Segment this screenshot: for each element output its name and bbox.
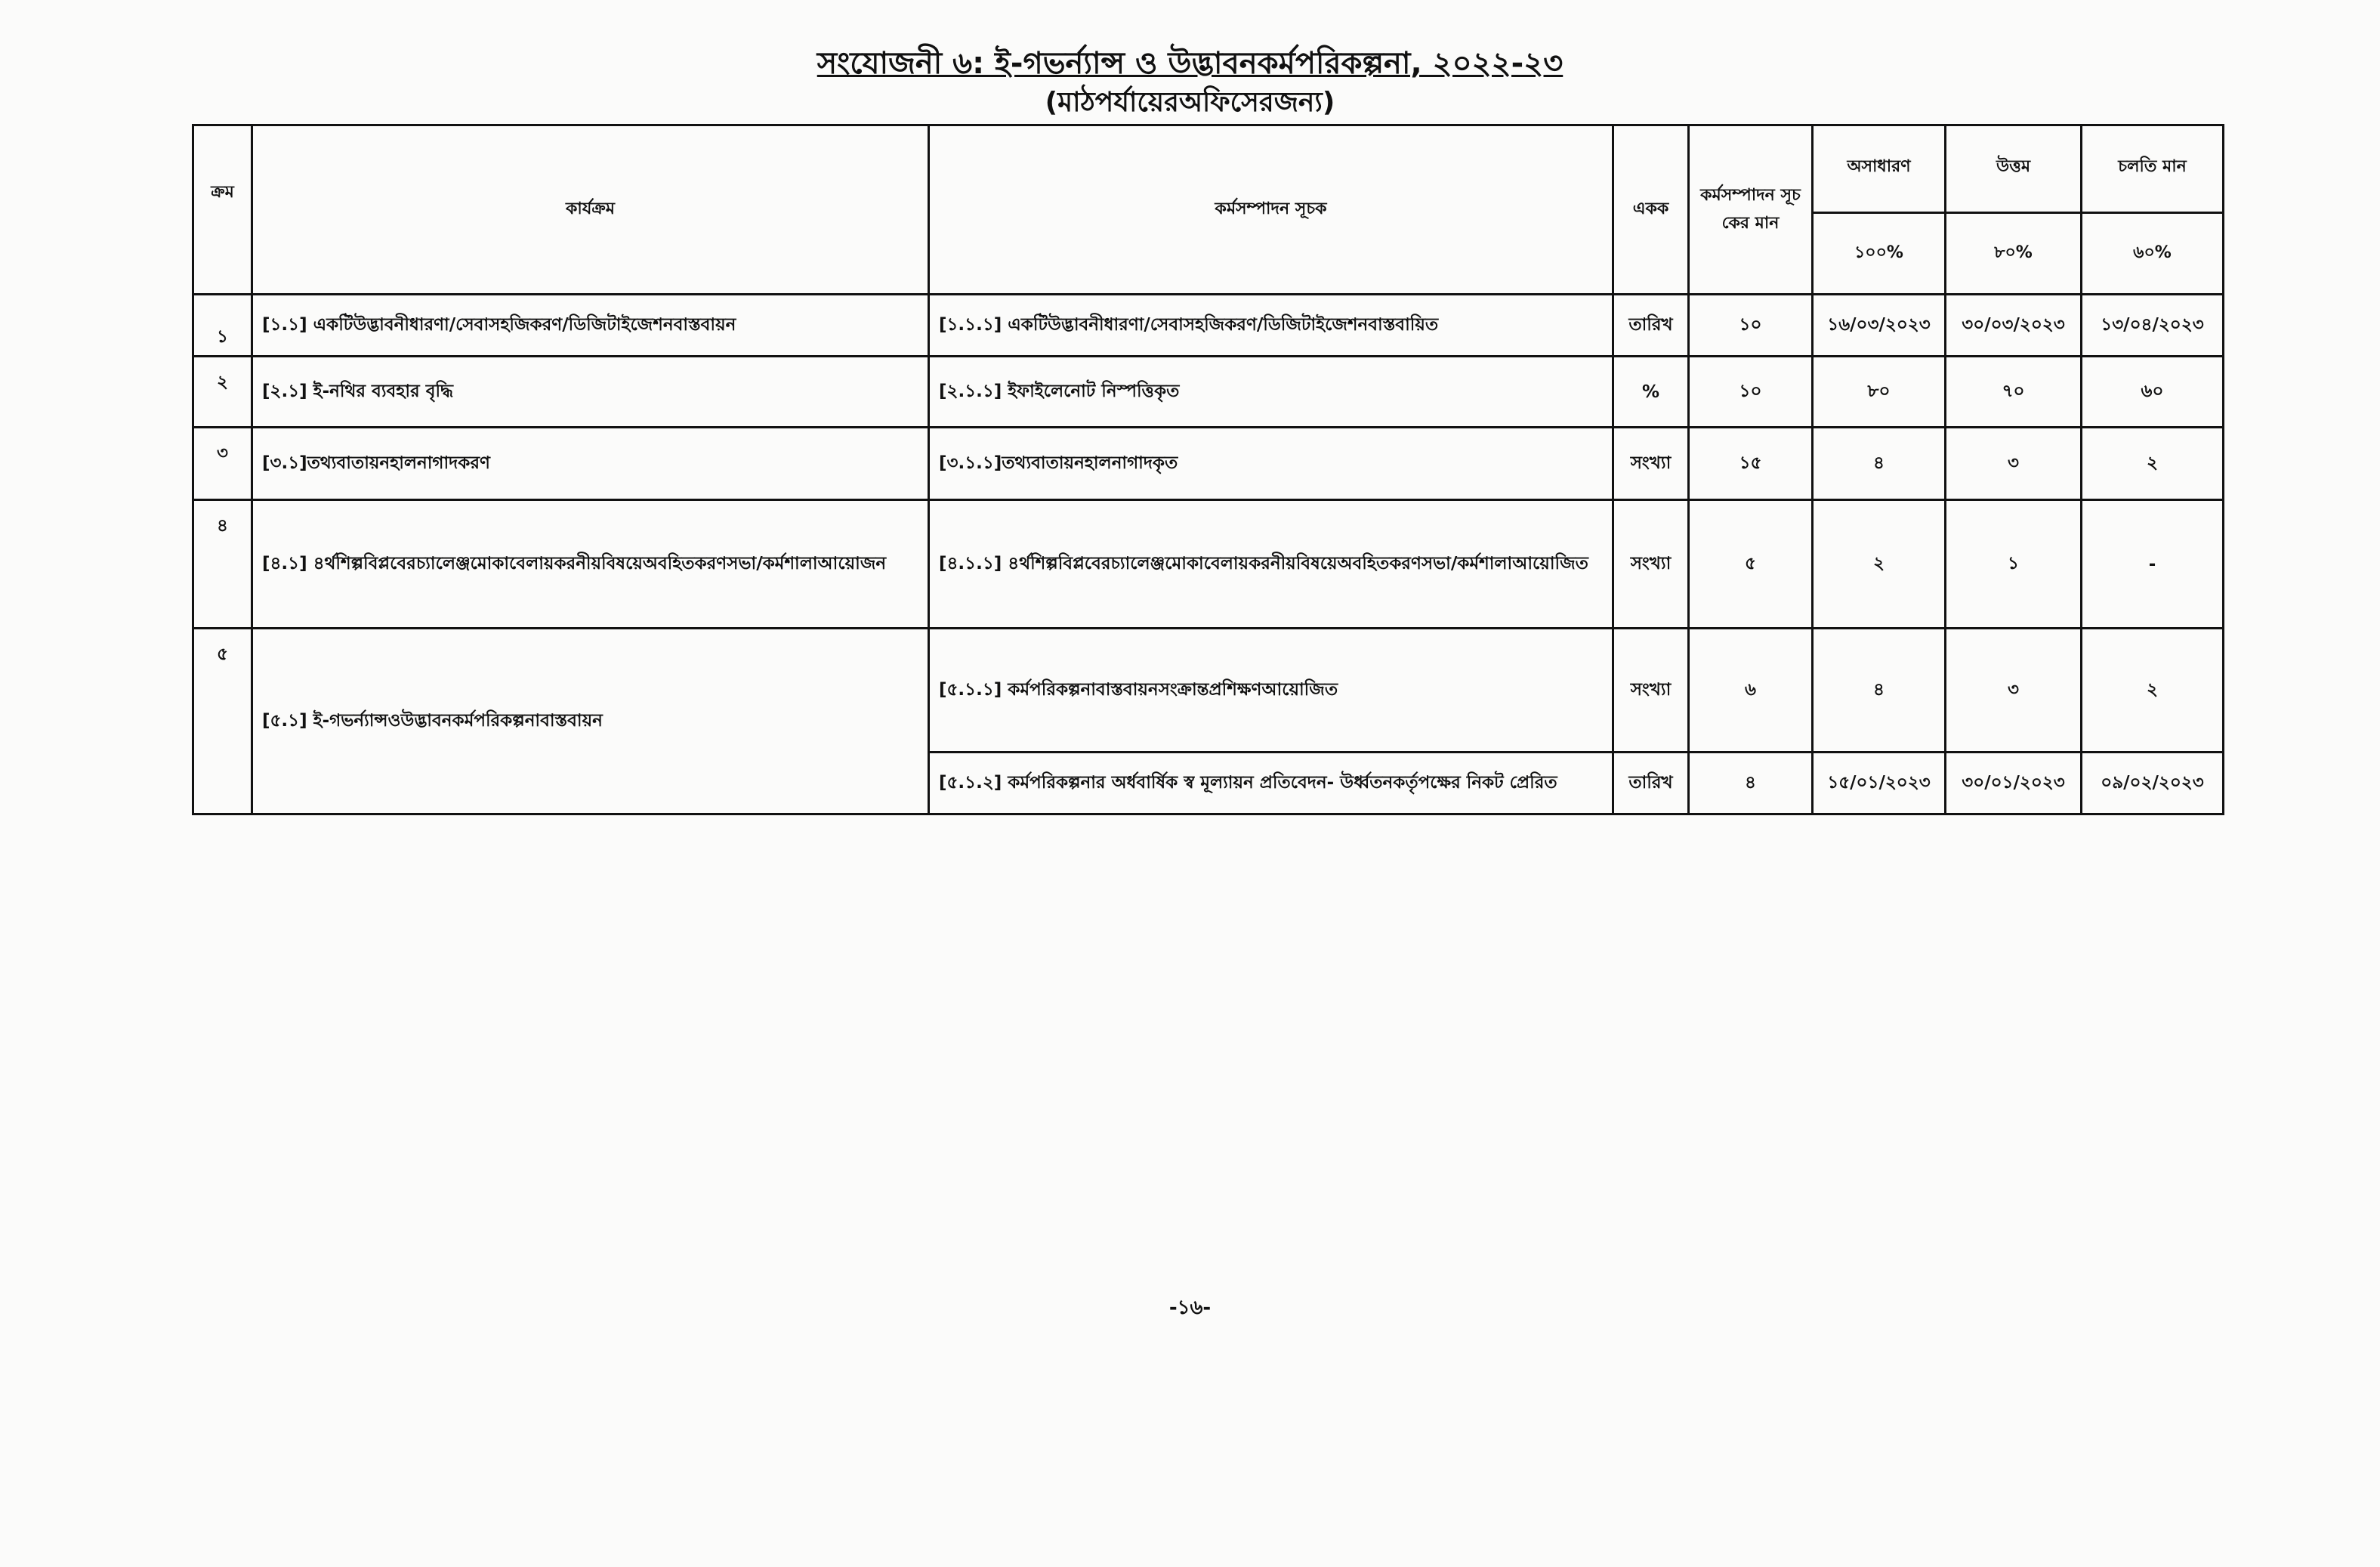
page-number: -১৬- [1168,1297,1212,1319]
serial-cell: ১ [193,295,252,357]
current-cell: ৬০ [2082,357,2224,428]
header-activity: কার্যক্রম [252,125,929,295]
excellent-cell: ৮০ [1813,357,1946,428]
activity-cell: [৪.১] ৪র্থশিল্পবিপ্লবেরচ্যালেঞ্জমোকাবেলায়করনীয়বিষয়েঅবহিতকরণসভা/কর্মশালাআয়োজন [252,500,929,629]
value-cell: ৪ [1689,753,1813,814]
excellent-cell: ১৬/০৩/২০২৩ [1813,295,1946,357]
activity-cell: [২.১] ই-নথির ব্যবহার বৃদ্ধি [252,357,929,428]
header-row [193,125,2224,213]
very-good-cell: ৩০/০৩/২০২৩ [1946,295,2082,357]
excellent-cell: ১৫/০১/২০২৩ [1813,753,1946,814]
indicator-cell: [৪.১.১] ৪র্থশিল্পবিপ্লবেরচ্যালেঞ্জমোকাবেলায়করনীয়বিষয়েঅবহিতকরণসভা/কর্মশালাআয়োজিত [929,500,1613,629]
header-excellent: অসাধারণ [1813,125,1946,213]
table-row [193,428,2224,500]
current-cell: ০৯/০২/২০২৩ [2082,753,2224,814]
table-row [193,357,2224,428]
serial-cell: ৪ [193,500,252,629]
document-subtitle: (মাঠপর্যায়েরঅফিসেরজন্য) [1045,87,1335,118]
indicator-cell: [৫.১.২] কর্মপরিকল্পনার অর্ধবার্ষিক স্ব মূল্যায়ন প্রতিবেদন- উর্ধ্বতনকর্তৃপক্ষের নিকট প্রেরিত [929,753,1613,814]
very-good-cell: ৩০/০১/২০২৩ [1946,753,2082,814]
title-text: সংযোজনী ৬: ই-গভর্ন্যান্স ও উদ্ভাবনকর্মপরিকল্পনা, ২০২২-২৩ [816,46,1564,81]
very-good-cell: ১ [1946,500,2082,629]
value-cell: ১৫ [1689,428,1813,500]
indicator-cell: [৩.১.১]তথ্যবাতায়নহালনাগাদকৃত [929,428,1613,500]
activity-cell: [১.১] একটিউদ্ভাবনীধারণা/সেবাসহজিকরণ/ডিজিটাইজেশনবাস্তবায়ন [252,295,929,357]
excellent-cell: ৪ [1813,428,1946,500]
unit-cell: সংখ্যা [1613,629,1689,753]
action-plan-table [192,124,2224,815]
table-row [193,295,2224,357]
current-cell: ২ [2082,629,2224,753]
current-cell: ২ [2082,428,2224,500]
value-cell: ৫ [1689,500,1813,629]
very-good-cell: ৩ [1946,629,2082,753]
indicator-cell: [৫.১.১] কর্মপরিকল্পনাবাস্তবায়নসংক্রান্তপ্রশিক্ষণআয়োজিত [929,629,1613,753]
header-very-good: উত্তম [1946,125,2082,213]
value-cell: ৬ [1689,629,1813,753]
table-row [193,629,2224,753]
header-indicator-value: কর্মসম্পাদন সূচকের মান [1689,125,1813,295]
very-good-cell: ৭০ [1946,357,2082,428]
indicator-cell: [১.১.১] একটিউদ্ভাবনীধারণা/সেবাসহজিকরণ/ডিজিটাইজেশনবাস্তবায়িত [929,295,1613,357]
header-indicator: কর্মসম্পাদন সূচক [929,125,1613,295]
header-current-pct: ৬০% [2082,213,2224,295]
current-cell: - [2082,500,2224,629]
activity-cell: [৫.১] ই-গভর্ন্যান্সওউদ্ভাবনকর্মপরিকল্পনাবাস্তবায়ন [252,629,929,814]
very-good-cell: ৩ [1946,428,2082,500]
unit-cell: তারিখ [1613,295,1689,357]
activity-cell: [৩.১]তথ্যবাতায়নহালনাগাদকরণ [252,428,929,500]
header-serial: ক্রম [193,125,252,295]
header-very-good-pct: ৮০% [1946,213,2082,295]
serial-cell: ৩ [193,428,252,500]
unit-cell: % [1613,357,1689,428]
excellent-cell: ৪ [1813,629,1946,753]
header-unit: একক [1613,125,1689,295]
serial-cell: ২ [193,357,252,428]
unit-cell: তারিখ [1613,753,1689,814]
header-excellent-pct: ১০০% [1813,213,1946,295]
table-row [193,500,2224,629]
value-cell: ১০ [1689,357,1813,428]
unit-cell: সংখ্যা [1613,428,1689,500]
indicator-cell: [২.১.১] ইফাইলেনোট নিস্পত্তিকৃত [929,357,1613,428]
value-cell: ১০ [1689,295,1813,357]
current-cell: ১৩/০৪/২০২৩ [2082,295,2224,357]
serial-cell: ৫ [193,629,252,814]
excellent-cell: ২ [1813,500,1946,629]
unit-cell: সংখ্যা [1613,500,1689,629]
header-current: চলতি মান [2082,125,2224,213]
